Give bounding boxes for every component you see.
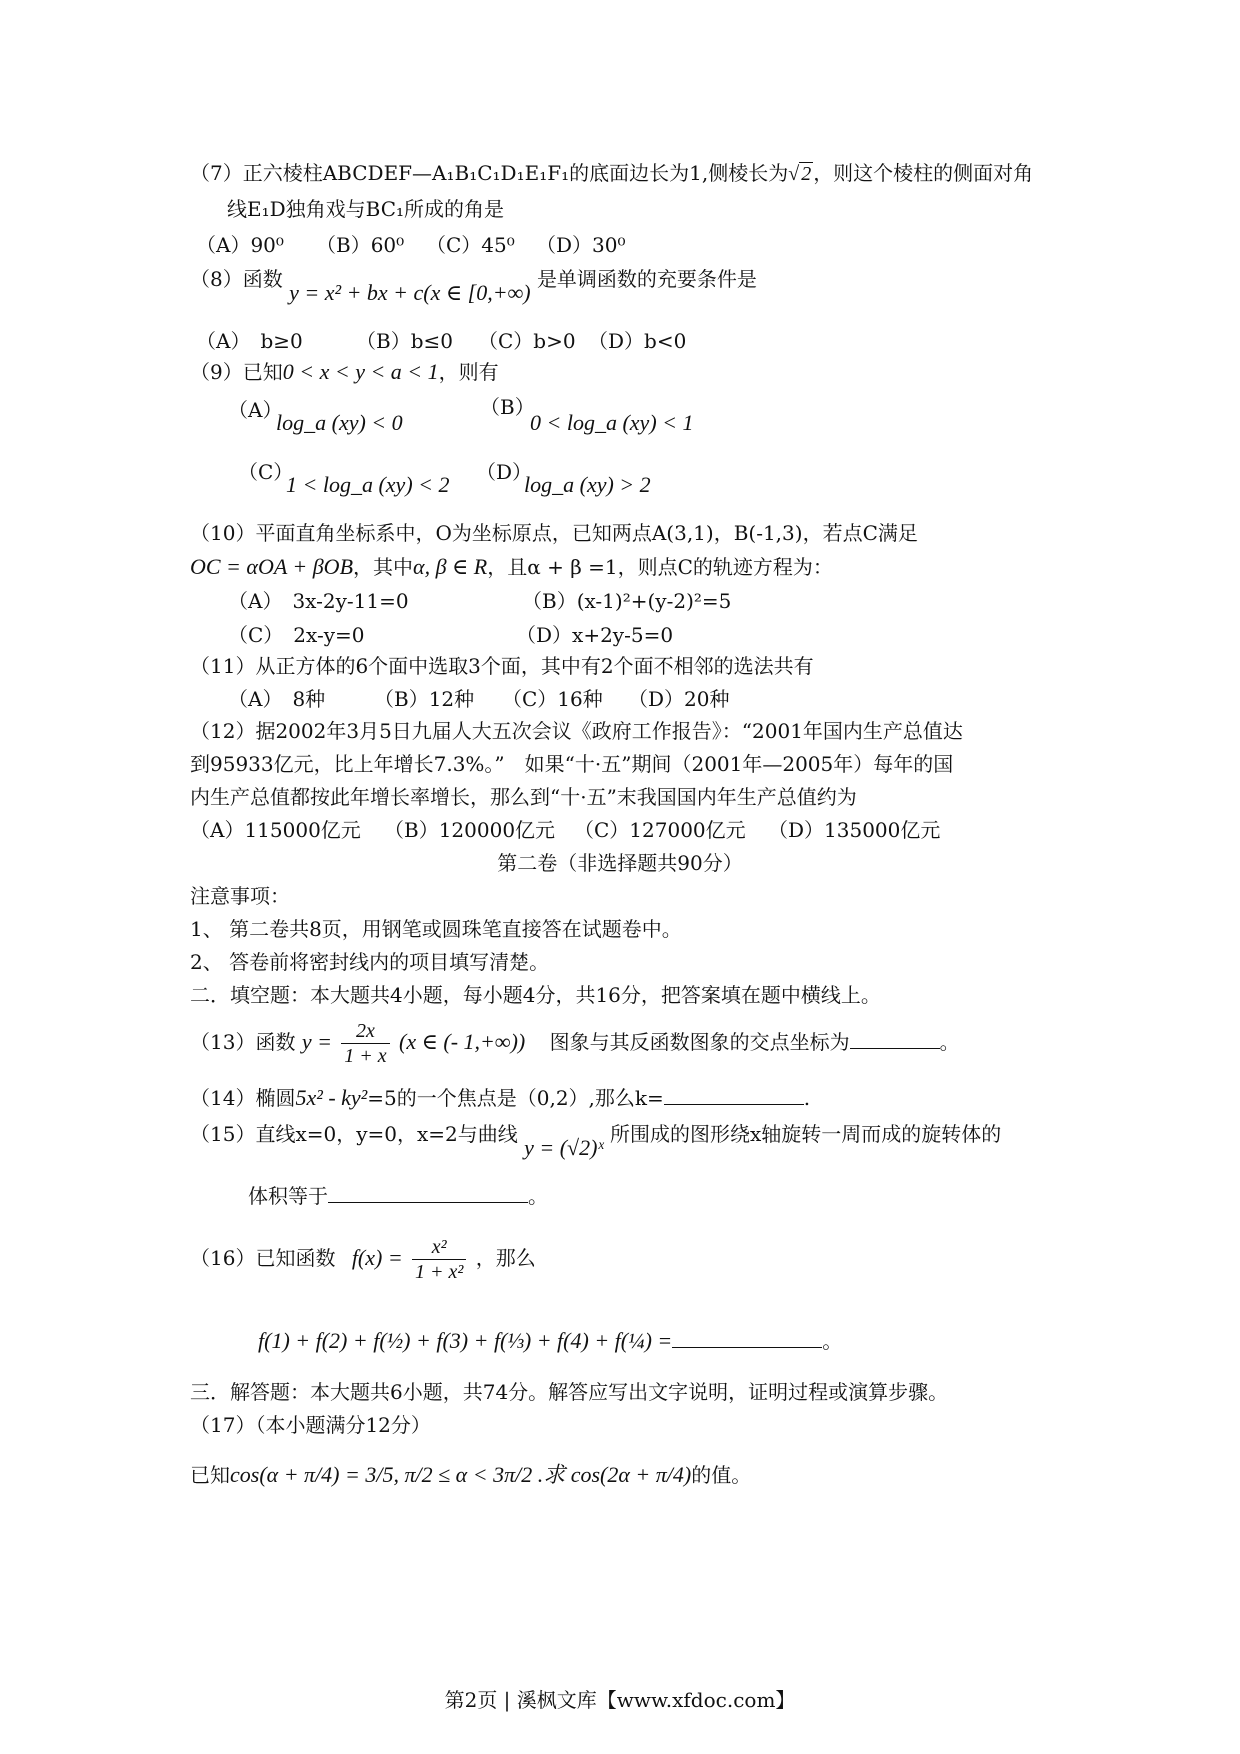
q13-line: （13）函数 y = $\frac{2x}{1 + x}$ (x ∈ (- 1,+∞)) 图象与其反函数图象的交点坐标为 。 [190,1020,960,1067]
q16-line1: （16）已知函数 f(x) = $\frac{\text{x²}}{\text{1 + x²}}$ ，那么 [190,1236,536,1283]
q10-option-b: （B）(x-1)²+(y-2)²=5 [522,589,732,613]
page-footer: 第2页 | 溪枫文库【www.xfdoc.com】 [444,1688,796,1712]
q9-option-a-label: （A） [228,398,283,422]
q8-formula: y = x² + bx + c(x ∈ [0,+∞) [289,280,531,305]
notice-title: 注意事项： [190,884,290,908]
q13-fraction: $\frac{2x}{1 + x}$ [341,1019,389,1068]
q10-option-d: （D）x+2y-5=0 [516,623,674,647]
q7-option-b: （B）60⁰ [316,233,405,257]
q14-line: （14）椭圆5x² - ky²=5的一个焦点是（0,2）,那么k= . [190,1085,811,1110]
q9-option-c-formula: 1 < log_a (xy) < 2 [286,472,450,497]
q12-line3: 内生产总值都按此年增长率增长，那么到“十·五”末我国国内年生产总值约为 [190,785,857,809]
q11-option-b: （B）12种 [374,687,475,711]
q15-formula: y = (√2)ˣ [524,1135,604,1160]
q11-option-c: （C）16种 [502,687,603,711]
q11-option-d: （D）20种 [628,687,730,711]
q11-option-a: （A） 8种 [228,687,326,711]
section2-heading: 二．填空题：本大题共4小题，每小题4分，共16分，把答案填在题中横线上。 [190,983,881,1007]
q7-option-d: （D）30⁰ [536,233,626,257]
q7-option-c: （C）45⁰ [426,233,515,257]
part2-title: 第二卷（非选择题共90分） [497,851,743,875]
q10-option-a: （A） 3x-2y-11=0 [228,589,409,613]
q16-fraction: $\frac{\text{x²}}{\text{1 + x²}}$ [412,1235,466,1284]
notice-1: 1、 第二卷共8页，用钢笔或圆珠笔直接答在试题卷中。 [190,917,682,941]
q12-option-b: （B）120000亿元 [384,818,556,842]
q12-option-c: （C）127000亿元 [574,818,746,842]
q12-line2: 到95933亿元，比上年增长7.3%。” 如果“十·五”期间（2001年—2005年）每年的国 [190,752,954,776]
q8-option-a: （A） b≥0 [196,329,303,353]
q10-line2: OC = αOA + βOB，其中α, β ∈ R，且α + β =1，则点C的轨迹方程为： [190,554,833,579]
q12-option-d: （D）135000亿元 [768,818,941,842]
q10-vector-formula: OC = αOA + βOB [190,554,354,579]
q14-answer-blank[interactable] [664,1084,804,1105]
q8-option-c: （C）b>0 [478,329,576,353]
q11-line: （11）从正方体的6个面中选取3个面，其中有2个面不相邻的选法共有 [190,654,814,678]
notice-2: 2、 答卷前将密封线内的项目填写清楚。 [190,950,550,974]
q12-line1: （12）据2002年3月5日九届人大五次会议《政府工作报告》：“2001年国内生产总值达 [190,719,963,743]
q17-title: （17）（本小题满分12分） [190,1413,431,1437]
q12-option-a: （A）115000亿元 [190,818,361,842]
q17-formula: cos(α + π/4) = 3/5, π/2 ≤ α < 3π/2 .求 cos(2α + π/4) [230,1462,692,1487]
q13-answer-blank[interactable] [850,1028,940,1049]
q9-option-b-label: （B） [480,395,535,419]
q16-sum-formula: f(1) + f(2) + f(½) + f(3) + f(⅓) + f(4) + f(¼) = [258,1328,673,1353]
q9-option-b-formula: 0 < log_a (xy) < 1 [530,410,694,435]
q15-line1: （15）直线x=0，y=0，x=2与曲线 y = (√2)ˣ 所围成的图形绕x轴旋转一周而成的旋转体的 [190,1122,1002,1160]
section3-heading: 三．解答题：本大题共6小题，共74分。解答应写出文字说明，证明过程或演算步骤。 [190,1380,949,1404]
q16-answer-blank[interactable] [672,1327,822,1348]
q8-option-d: （D）b<0 [588,329,687,353]
q7-line1: （7）正六棱柱ABCDEF—A₁B₁C₁D₁E₁F₁的底面边长为1,侧棱长为√ 2 ，则这个棱柱的侧面对角 [190,161,1034,185]
q9-option-d-label: （D） [476,460,533,484]
q7-line2: 线E₁D独角戏与BC₁所成的角是 [227,197,505,221]
q7-option-a: （A）90⁰ [196,233,284,257]
q16-line2: f(1) + f(2) + f(½) + f(3) + f(⅓) + f(4) + f(¼) = 。 [258,1328,843,1353]
q9-option-c-label: （C） [238,460,294,484]
q9-condition: 0 < x < y < a < 1 [282,359,439,384]
q17-line: 已知cos(α + π/4) = 3/5, π/2 ≤ α < 3π/2 .求 cos(2α + π/4)的值。 [190,1462,752,1487]
q9-line: （9）已知0 < x < y < a < 1，则有 [190,359,499,384]
q15-line2: 体积等于 。 [248,1184,548,1208]
q8-option-b: （B）b≤0 [356,329,453,353]
sqrt-2: √ 2 [788,163,812,185]
q9-option-a-formula: log_a (xy) < 0 [276,410,403,435]
q10-option-c: （C） 2x-y=0 [228,623,365,647]
q15-answer-blank[interactable] [328,1182,528,1203]
q8-line: （8）函数 y = x² + bx + c(x ∈ [0,+∞) 是单调函数的充要条件是 [190,267,757,305]
q9-option-d-formula: log_a (xy) > 2 [524,472,651,497]
q10-line1: （10）平面直角坐标系中，O为坐标原点，已知两点A(3,1)，B(-1,3)，若点C满足 [190,521,918,545]
